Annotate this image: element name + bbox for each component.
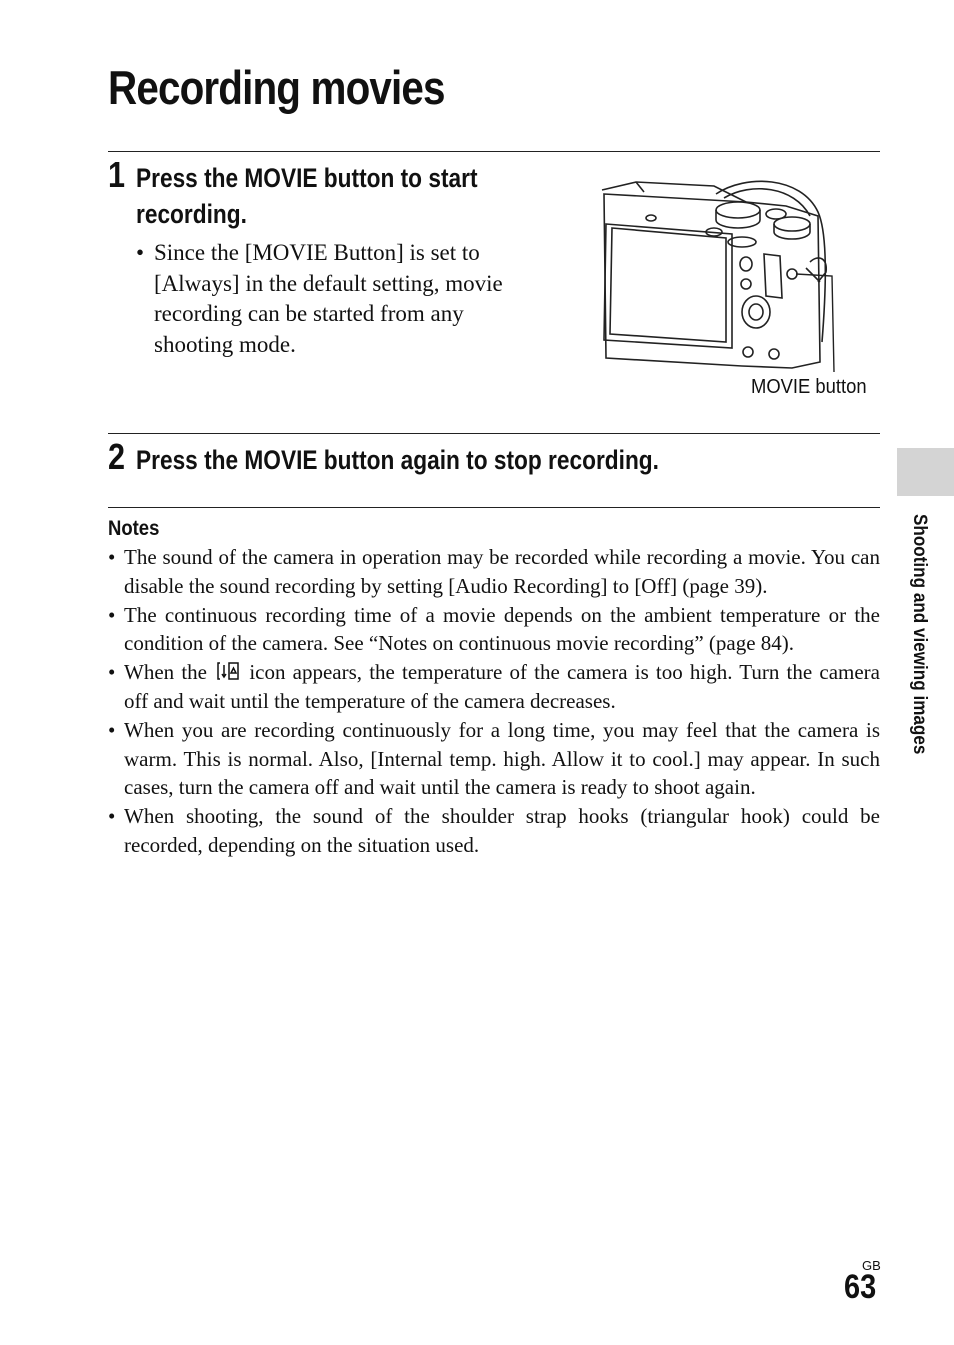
page-number: 63	[844, 1268, 877, 1306]
bullet-dot: •	[108, 660, 116, 685]
step1-heading-line2: recording.	[136, 199, 247, 229]
step1-bullet-text: Since the [MOVIE Button] is set to [Always] in the default setting, movie recording can be started from any shooting mode.	[154, 240, 503, 357]
list-item	[108, 716, 880, 802]
note-text: The sound of the camera in operation may be recorded while recording a movie. You can disable the sound recording by setting [Audio Recording] to [Off] (page 39).	[124, 545, 880, 598]
step-divider	[108, 433, 880, 434]
bullet-dot: •	[108, 717, 116, 742]
note-text	[124, 658, 880, 716]
note-text-before-icon: When the	[124, 660, 207, 685]
temperature-warning-icon	[216, 661, 240, 681]
note-text-after-icon: icon appears, the temperature of the camera is too high. Turn the camera off and wait until the temperature of the camera decreases.	[124, 660, 880, 713]
chapter-tab-label: Shooting and viewing images	[909, 514, 930, 755]
section-divider	[108, 151, 880, 152]
movie-button-caption: MOVIE button	[751, 376, 867, 398]
list-item	[108, 802, 880, 860]
step2-heading: Press the MOVIE button again to stop recording.	[136, 445, 659, 475]
bullet-dot: •	[108, 602, 116, 627]
bullet-dot: •	[108, 804, 116, 829]
notes-list	[108, 543, 880, 860]
page-language-code: GB	[862, 1258, 881, 1273]
step1-heading-line1: Press the MOVIE button to start	[136, 163, 478, 193]
chapter-tab-marker	[897, 448, 954, 496]
notes-divider	[108, 507, 880, 508]
camera-illustration	[596, 172, 836, 372]
list-item	[108, 543, 880, 601]
bullet-dot: •	[136, 240, 145, 265]
step-number-1: 1	[108, 154, 126, 195]
page-title: Recording movies	[108, 61, 445, 114]
list-item	[108, 658, 880, 716]
note-text: The continuous recording time of a movie depends on the ambient temperature or the condition of the camera. See “Notes on continuous movie recording” (page 84).	[124, 602, 880, 656]
note-text: When shooting, the sound of the shoulder strap hooks (triangular hook) could be recorded, depending on the situation used.	[124, 804, 880, 857]
note-text: When you are recording continuously for a long time, you may feel that the camera is warm. This is normal. Also, [Internal temp. high. Allow it to cool.] may appear. In such cases, turn the camera off and wait until the camera is ready to shoot again.	[124, 717, 880, 800]
step1-heading	[136, 160, 477, 232]
step1-bullet	[136, 238, 526, 360]
bullet-dot: •	[108, 545, 116, 569]
list-item	[108, 601, 880, 659]
notes-heading: Notes	[108, 517, 160, 540]
step-number-2: 2	[108, 436, 126, 477]
